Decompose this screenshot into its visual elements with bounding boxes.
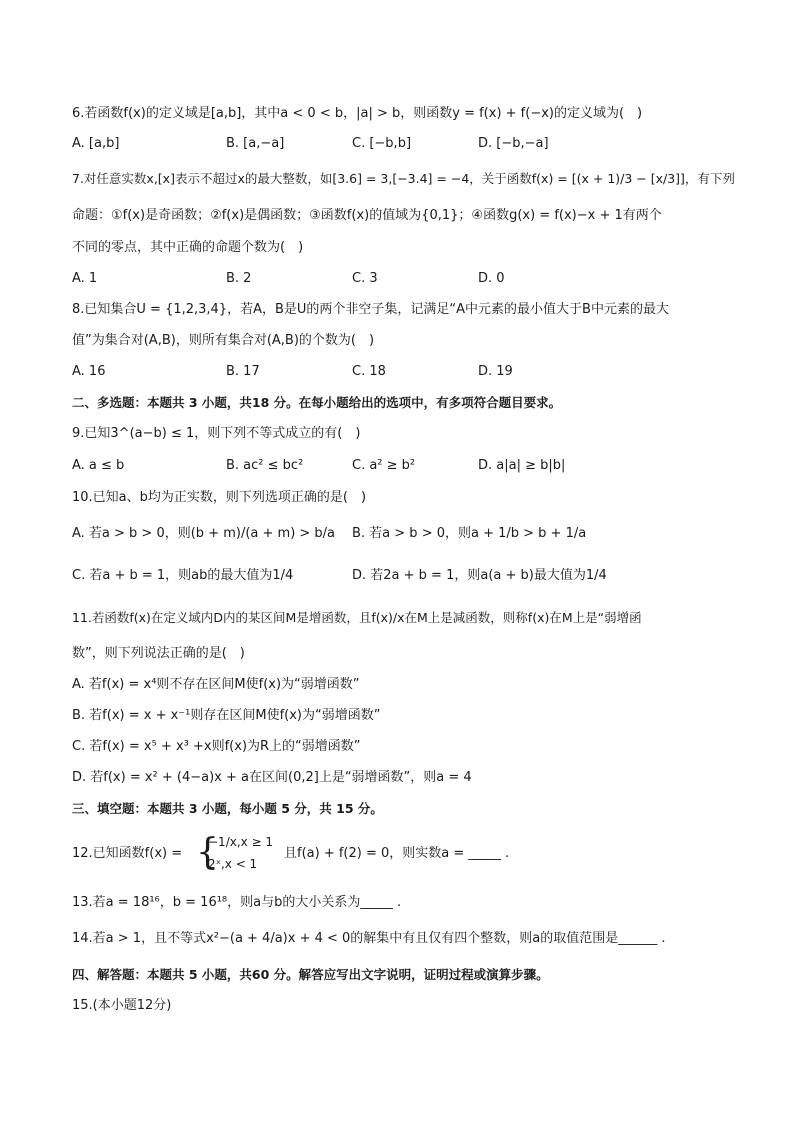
section-heading-solutions: 四、解答题：本题共 5 小题，共60 分。解答应写出文字说明，证明过程或演算步骤。 bbox=[72, 967, 549, 982]
q10-option-d: D. 若2a + b = 1，则a(a + b)最大值为1/4 bbox=[352, 568, 607, 583]
q7-option-a: A. 1 bbox=[72, 271, 98, 286]
q11-option-c: C. 若f(x) = x⁵ + x³ +x则f(x)为R上的“弱增函数” bbox=[72, 739, 361, 754]
q10-stem: 10.已知a、b均为正实数，则下列选项正确的是( ) bbox=[72, 490, 367, 505]
q12-case-2: 2ˣ,x < 1 bbox=[208, 857, 258, 871]
q10-option-b: B. 若a > b > 0，则a + 1/b > b + 1/a bbox=[352, 526, 587, 541]
q7-option-b: B. 2 bbox=[226, 271, 252, 286]
q6-option-a: A. [a,b] bbox=[72, 136, 120, 151]
q8-option-a: A. 16 bbox=[72, 364, 106, 379]
q10-option-c: C. 若a + b = 1，则ab的最大值为1/4 bbox=[72, 568, 294, 583]
section-heading-multiple-choice: 二、多选题：本题共 3 小题，共18 分。在每小题给出的选项中，有多项符合题目要求。 bbox=[72, 395, 562, 410]
q12-prefix: 12.已知函数f(x) = bbox=[72, 846, 183, 861]
q13-stem: 13.若a = 18¹⁶，b = 16¹⁸，则a与b的大小关系为_____ . bbox=[72, 895, 402, 910]
q7-option-d: D. 0 bbox=[478, 271, 505, 286]
q8-stem-line1: 8.已知集合U = {1,2,3,4}，若A，B是U的两个非空子集，记满足“A中元素的最小值大于B中元素的最大 bbox=[72, 302, 669, 317]
q7-stem-line3: 不同的零点，其中正确的命题个数为( ) bbox=[72, 240, 304, 255]
q7-option-c: C. 3 bbox=[352, 271, 378, 286]
q8-option-b: B. 17 bbox=[226, 364, 260, 379]
q7-stem-line2: 命题：①f(x)是奇函数；②f(x)是偶函数；③函数f(x)的值域为{0,1}；④函数g(x) = f(x)−x + 1有两个 bbox=[72, 208, 662, 223]
q11-stem-line1: 11.若函数f(x)在定义域内D内的某区间M是增函数，且f(x)/x在M上是减函数，则称f(x)在M上是“弱增函 bbox=[72, 610, 642, 625]
q9-stem: 9.已知3^(a−b) ≤ 1，则下列不等式成立的有( ) bbox=[72, 426, 361, 441]
q12-suffix: 且f(a) + f(2) = 0，则实数a = _____ . bbox=[284, 846, 510, 861]
q9-option-a: A. a ≤ b bbox=[72, 458, 125, 473]
q8-option-d: D. 19 bbox=[478, 364, 513, 379]
q8-stem-line2: 值”为集合对(A,B)，则所有集合对(A,B)的个数为( ) bbox=[72, 333, 375, 348]
q14-stem: 14.若a > 1，且不等式x²−(a + 4/a)x + 4 < 0的解集中有且仅有四个整数，则a的取值范围是______ . bbox=[72, 931, 666, 946]
q6-option-b: B. [a,−a] bbox=[226, 136, 285, 151]
q9-option-c: C. a² ≥ b² bbox=[352, 458, 416, 473]
q15-stem: 15.(本小题12分) bbox=[72, 998, 172, 1013]
q6-option-c: C. [−b,b] bbox=[352, 136, 412, 151]
q12-case-1: −1/x,x ≥ 1 bbox=[208, 835, 274, 849]
q12-piecewise-brace: { bbox=[196, 832, 219, 873]
q11-stem-line2: 数”，则下列说法正确的是( ) bbox=[72, 646, 245, 661]
q7-stem-line1: 7.对任意实数x,[x]表示不超过x的最大整数，如[3.6] = 3,[−3.4] = −4，关于函数f(x) = [(x + 1)/3 − [x/3]]，有下列 bbox=[72, 171, 735, 186]
q11-option-a: A. 若f(x) = x⁴则不存在区间M使f(x)为“弱增函数” bbox=[72, 677, 360, 692]
q11-option-b: B. 若f(x) = x + x⁻¹则存在区间M使f(x)为“弱增函数” bbox=[72, 708, 381, 723]
q9-option-b: B. ac² ≤ bc² bbox=[226, 458, 304, 473]
q8-option-c: C. 18 bbox=[352, 364, 386, 379]
q10-option-a: A. 若a > b > 0，则(b + m)/(a + m) > b/a bbox=[72, 526, 336, 541]
q6-stem: 6.若函数f(x)的定义域是[a,b]，其中a < 0 < b，|a| > b，则函数y = f(x) + f(−x)的定义域为( ) bbox=[72, 106, 643, 121]
q6-option-d: D. [−b,−a] bbox=[478, 136, 549, 151]
section-heading-fill-in: 三、填空题：本题共 3 小题，每小题 5 分，共 15 分。 bbox=[72, 801, 383, 816]
q9-option-d: D. a|a| ≥ b|b| bbox=[478, 458, 566, 473]
q11-option-d: D. 若f(x) = x² + (4−a)x + a在区间(0,2]上是“弱增函数”，则a = 4 bbox=[72, 770, 472, 785]
